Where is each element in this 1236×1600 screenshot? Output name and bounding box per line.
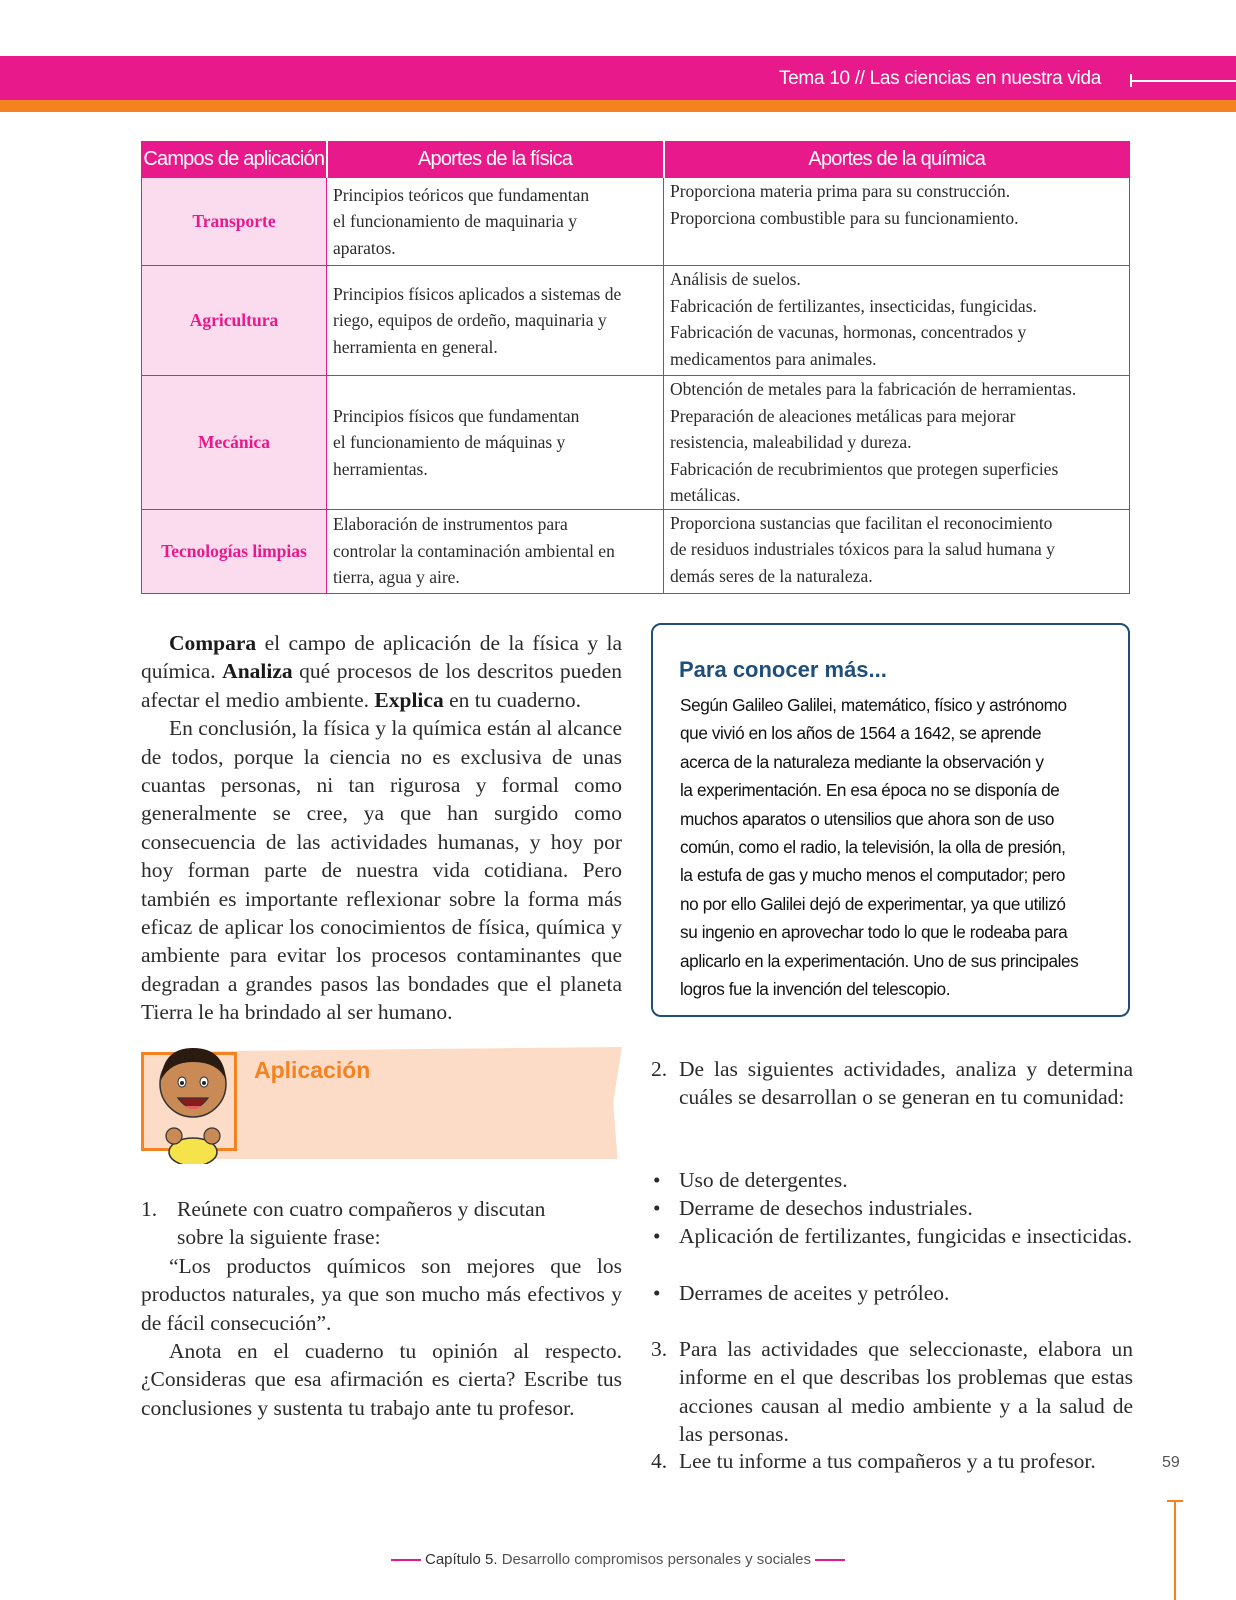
cell-line: Proporciona sustancias que facilitan el reconocimiento (670, 512, 1053, 533)
cell-line: Principios físicos que fundamentan (333, 405, 580, 426)
info-line: la estufa de gas y mucho menos el computador; pero (680, 865, 1066, 886)
cell-line: controlar la contaminación ambiental en (333, 540, 615, 561)
aplicacion-banner (181, 1047, 622, 1159)
keyword-compara: Compara (169, 631, 257, 655)
list-item (651, 1279, 1133, 1307)
bullet-icon: • (653, 1196, 661, 1220)
cell-line: Fabricación de vacunas, hormonas, concentrados y (670, 322, 1027, 342)
intro-text (141, 629, 622, 1027)
question-1 (141, 1195, 622, 1422)
list-item-text: Derrame de desechos industriales. (679, 1196, 973, 1220)
table-header-row (142, 142, 1130, 178)
info-line: común, como el radio, la televisión, la olla de presión, (680, 837, 1066, 858)
cell-line: Preparación de aleaciones metálicas para mejorar (670, 405, 1016, 426)
applications-table (141, 141, 1130, 594)
info-line: aplicarlo en la experimentación. Uno de sus principales (680, 950, 1079, 971)
cell-line: resistencia, maleabilidad y dureza. (670, 432, 912, 452)
student-illustration-icon (148, 1040, 238, 1164)
physics-cell (327, 266, 664, 376)
info-box-title: Para conocer más... (679, 657, 887, 682)
table-row (142, 509, 1130, 593)
keyword-analiza: Analiza (222, 659, 293, 684)
header-line (1131, 80, 1236, 82)
list-item (651, 1194, 1133, 1222)
intro-text-part: el campo de aplicación de la física y la química. (141, 631, 622, 684)
list-item-text: Derrames de aceites y petróleo. (679, 1281, 950, 1305)
footer-title: Desarrollo compromisos personales y sociales (501, 1551, 811, 1568)
footer-chapter: Capítulo 5. (424, 1551, 498, 1568)
physics-cell (327, 376, 664, 510)
field-cell: Transporte (142, 178, 327, 266)
question-1-intro (141, 1195, 622, 1223)
cell-line: el funcionamiento de máquinas y (333, 432, 566, 452)
cell-line: herramientas. (333, 458, 428, 479)
physics-cell (327, 509, 664, 593)
cell-line: aparatos. (333, 237, 396, 258)
cell-line: metálicas. (670, 485, 741, 505)
info-line: Según Galileo Galilei, matemático, físico y astrónomo (680, 695, 1067, 715)
cell-line: Análisis de suelos. (670, 269, 801, 289)
footer-line (815, 1559, 845, 1561)
bullet-icon: • (653, 1224, 661, 1248)
chemistry-cell (664, 509, 1130, 593)
cell-line: Fabricación de recubrimientos que protegen superficies (670, 458, 1059, 479)
footer-line (391, 1559, 421, 1561)
info-line: muchos aparatos o utensilios que ahora son de uso (680, 808, 1055, 829)
question-number: 2. (651, 1057, 668, 1081)
info-line: su ingenio en aprovechar todo lo que le rodeaba para (680, 922, 1068, 943)
question-2 (651, 1055, 1133, 1112)
aplicacion-title: Aplicación (254, 1057, 371, 1083)
cell-line: Proporciona materia prima para su construcción. (670, 181, 1011, 201)
info-line: que vivió en los años de 1564 a 1642, se aprende (680, 723, 1042, 744)
conclusion-paragraph: En conclusión, la física y la química están al alcance de todos, porque la ciencia no es exclusiva de unas cuantas personas, ni tan rigurosa y formal como generalmente se cree, ya que han surgido como consecuencia de las actividades humanas, y hoy por hoy forman parte de nuestra vida cotidiana. Pero también es importante reflexionar sobre la forma más eficaz de aplicar los conocimientos de física, química y ambiente para evitar los procesos contaminantes que degradan a grandes pasos las bondades que el planeta Tierra le ha brindado al ser humano. (141, 716, 622, 1025)
list-item (651, 1166, 1133, 1194)
info-box-body (680, 691, 1110, 1003)
bullet-icon: • (653, 1168, 661, 1192)
page-footer (0, 1551, 1236, 1568)
physics-cell (327, 178, 664, 266)
cell-line: Obtención de metales para la fabricación de herramientas. (670, 379, 1077, 399)
info-box (651, 623, 1130, 1017)
chemistry-cell (664, 266, 1130, 376)
question-1-instructions: Anota en el cuaderno tu opinión al respecto. ¿Consideras que esa afirmación es cierta? Escribe tus conclusiones y sustenta tu trabajo ante tu profesor. (141, 1339, 622, 1420)
info-line: logros fue la invención del telescopio. (680, 979, 951, 1000)
question-1-line-2: sobre la siguiente frase: (177, 1225, 381, 1250)
field-cell: Mecánica (142, 376, 327, 510)
chemistry-cell (664, 376, 1130, 510)
keyword-explica: Explica (374, 687, 444, 712)
column-header: Campos de aplicación (142, 142, 327, 178)
compare-paragraph (141, 629, 622, 714)
question-3-text: Para las actividades que seleccionaste, elabora un informe en el que describas los problemas que estas acciones causan al medio ambiente y a la salud de las personas. (679, 1337, 1133, 1447)
question-1-quote: “Los productos químicos son mejores que los productos naturales, ya que son mucho más efectivos y de fácil consecución”. (141, 1253, 622, 1335)
cell-line: Elaboración de instrumentos para (333, 514, 568, 535)
question-4 (651, 1447, 1133, 1475)
info-line: no por ello Galilei dejó de experimentar, ya que utilizó (680, 893, 1066, 914)
header-accent-band (0, 100, 1236, 112)
question-number: 4. (651, 1449, 668, 1473)
bullet-icon: • (653, 1281, 661, 1305)
cell-line: medicamentos para animales. (670, 348, 877, 369)
intro-text-part: qué procesos de los descritos pueden afectar el medio ambiente. (141, 659, 622, 712)
question-number: 1. (141, 1197, 158, 1221)
column-header: Aportes de la química (664, 142, 1130, 178)
list-item-text: Uso de detergentes. (679, 1168, 848, 1192)
question-1-line: Reúnete con cuatro compañeros y discutan (177, 1197, 546, 1221)
question-number: 3. (651, 1337, 668, 1361)
cell-line: demás seres de la naturaleza. (670, 565, 873, 586)
page-number: 59 (1162, 1454, 1180, 1471)
table-row (142, 376, 1130, 510)
field-cell: Agricultura (142, 266, 327, 376)
info-line: la experimentación. En esa época no se disponía de (680, 780, 1060, 801)
question-4-text: Lee tu informe a tus compañeros y a tu profesor. (679, 1449, 1096, 1473)
column-header: Aportes de la física (327, 142, 664, 178)
intro-text-part: en tu cuaderno. (443, 687, 582, 712)
table-row (142, 178, 1130, 266)
list-item (651, 1222, 1133, 1250)
cell-line: de residuos industriales tóxicos para la salud humana y (670, 539, 1055, 559)
field-cell: Tecnologías limpias (142, 509, 327, 593)
list-item-text: Aplicación de fertilizantes, fungicidas e insecticidas. (679, 1224, 1133, 1248)
cell-line: riego, equipos de ordeño, maquinaria y (333, 310, 607, 331)
table-row (142, 266, 1130, 376)
cell-line: Principios físicos aplicados a sistemas de (333, 283, 622, 304)
cell-line: Proporciona combustible para su funcionamiento. (670, 207, 1019, 228)
question-2-text: De las siguientes actividades, analiza y determina cuáles se desarrollan o se generan en tu comunidad: (679, 1057, 1133, 1110)
cell-line: tierra, agua y aire. (333, 567, 460, 588)
cell-line: el funcionamiento de maquinaria y (333, 211, 577, 232)
chemistry-cell (664, 178, 1130, 266)
question-3 (651, 1335, 1133, 1449)
topic-title: Tema 10 // Las ciencias en nuestra vida (778, 68, 1101, 89)
info-line: acerca de la naturaleza mediante la observación y (680, 751, 1044, 772)
cell-line: Fabricación de fertilizantes, insecticidas, fungicidas. (670, 295, 1037, 316)
cell-line: herramienta en general. (333, 336, 498, 357)
cell-line: Principios teóricos que fundamentan (333, 184, 590, 205)
margin-line (1174, 1500, 1176, 1600)
